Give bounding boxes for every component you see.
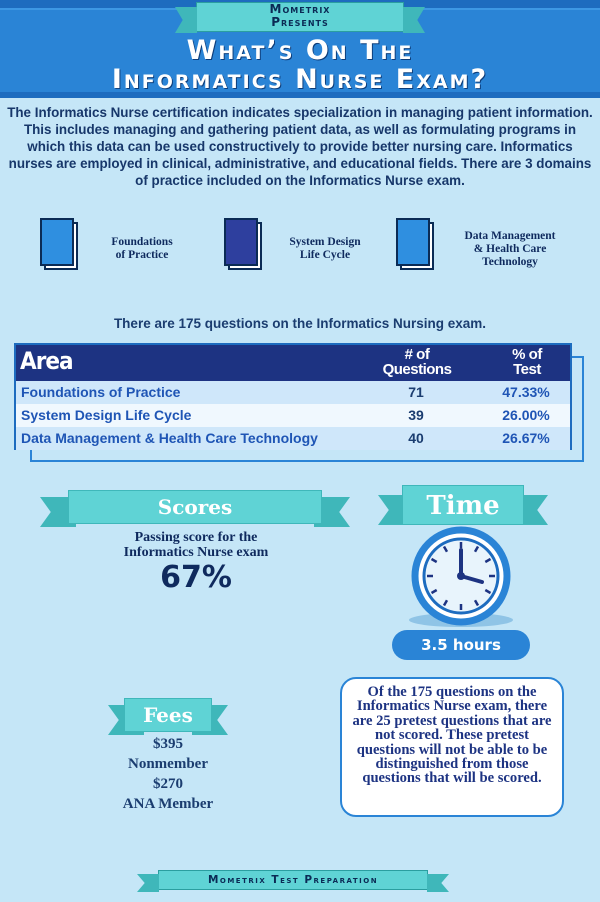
fees-list [100, 736, 236, 816]
cell-percent: 26.00% [502, 407, 550, 423]
domain-label: System Design Life Cycle [289, 236, 361, 261]
domain-data-management [396, 218, 592, 274]
title-line-1: What’s On The [186, 35, 414, 66]
title-line-2: Informatics Nurse Exam? [111, 64, 489, 95]
fees-banner [108, 698, 228, 734]
time-title: Time [402, 485, 524, 525]
domain-foundations [40, 218, 200, 274]
domain-label: Foundations of Practice [111, 236, 173, 261]
footer [0, 858, 600, 902]
book-icon [396, 218, 436, 268]
page-title [0, 36, 600, 94]
scores-title: Scores [68, 490, 322, 524]
cell-questions: 71 [408, 384, 424, 400]
book-icon [224, 218, 264, 268]
fee-member: $270 ANA Member [122, 776, 214, 812]
fee-nonmember: $395 Nonmember [128, 736, 208, 772]
footer-ribbon [158, 870, 428, 890]
header-band [0, 0, 600, 98]
time-banner [378, 488, 548, 524]
question-count-text: There are 175 questions on the Informatics Nursing exam. [113, 316, 487, 331]
presenter-ribbon [196, 2, 404, 32]
passing-score: 67% [160, 560, 232, 595]
table-row [16, 427, 570, 450]
clock-icon [402, 524, 520, 628]
domain-system-design [224, 218, 384, 274]
cell-area: Foundations of Practice [21, 384, 181, 400]
intro-paragraph: The Informatics Nurse certification indicates specialization in managing patient information. This includes managing and gathering patient data, as well as formulating programs in which this data can be used constructively to provide better nursing care. Informatics nurses are employed in clinical, administrative, and educational fields. There are 3 domains of practice included on the Informatics Nurse exam. [7, 105, 593, 188]
cell-percent: 47.33% [502, 384, 550, 400]
presenter-line-2: Presents [271, 15, 329, 29]
presenter-line-1: Mometrix [269, 2, 331, 16]
cell-questions: 40 [408, 430, 424, 446]
header-questions: # of Questions [382, 346, 452, 378]
book-icon [40, 218, 80, 268]
cell-questions: 39 [408, 407, 424, 423]
cell-percent: 26.67% [502, 430, 550, 446]
table-header [16, 345, 570, 381]
fees-title: Fees [124, 698, 212, 732]
header-percent: % of Test [512, 346, 542, 378]
table-row [16, 381, 570, 404]
scores-banner [40, 490, 350, 526]
cell-area: System Design Life Cycle [21, 407, 192, 423]
domain-label: Data Management & Health Care Technology [464, 230, 556, 268]
table-row [16, 404, 570, 427]
footer-text: Mometrix Test Preparation [207, 874, 379, 886]
pretest-note: Of the 175 questions on the Informatics Nurse exam, there are 25 pretest questions that are not scored. These pretest questions will not be able to be distinguished from those questions that will be scored. [340, 677, 564, 817]
scores-description: Passing score for the Informatics Nurse exam [123, 530, 269, 560]
cell-area: Data Management & Health Care Technology [21, 430, 318, 446]
time-value: 3.5 hours [392, 630, 530, 660]
exam-table [14, 343, 572, 450]
header-area: Area [20, 347, 73, 375]
